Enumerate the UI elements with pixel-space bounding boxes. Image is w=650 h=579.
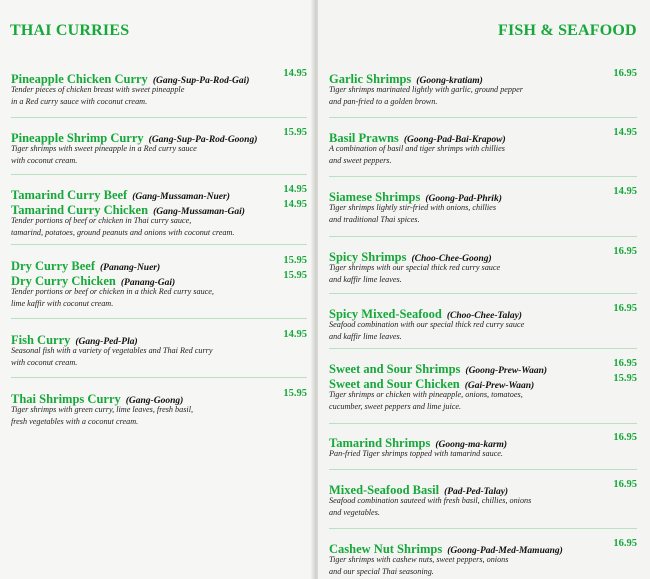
dish-thai-name: (Gang-Sup-Pa-Rod-Gai) <box>152 76 250 86</box>
menu-item <box>329 538 637 578</box>
menu-item-name-row <box>11 255 307 273</box>
dish-description <box>329 143 637 167</box>
menu-item <box>329 68 637 108</box>
dish-description-line: Seafood combination with our special thick red curry sauce <box>329 320 525 329</box>
dish-description-line: Tiger shrimps with green curry, lime leaves, fresh basil, <box>11 405 194 414</box>
item-separator <box>329 469 637 470</box>
menu-item-name-row <box>329 373 637 391</box>
dish-description <box>329 84 637 108</box>
dish-description <box>11 404 307 428</box>
item-separator <box>11 244 307 245</box>
dish-description-line: Tiger shrimps with our special thick red curry sauce <box>329 263 501 272</box>
menu-item-name-row <box>329 303 637 321</box>
dish-price: 16.95 <box>613 68 637 79</box>
dish-description-line: and traditional Thai spices. <box>329 215 420 224</box>
dish-thai-name: (Choo-Chee-Goong) <box>411 254 492 264</box>
left-menu-page <box>0 0 318 579</box>
dish-description-line: Pan-fried Tiger shrimps topped with tamarind sauce. <box>329 449 503 458</box>
menu-item-name-row <box>11 68 307 86</box>
dish-description-line: Tiger shrimps lightly stir-fried with onions, chillies <box>329 203 497 212</box>
dish-description <box>11 143 307 167</box>
dish-description-line: Seasonal fish with a variety of vegetables and Thai Red curry <box>11 346 213 355</box>
dish-description <box>329 319 637 343</box>
dish-thai-name: (Goong-Pad-Med-Mamuang) <box>447 546 563 556</box>
menu-item <box>329 246 637 286</box>
dish-thai-name: (Choo-Chee-Talay) <box>446 311 522 321</box>
dish-price: 14.95 <box>283 199 307 210</box>
dish-description-line: Tiger shrimps or chicken with pineapple, onions, tomatoes, <box>329 390 523 399</box>
menu-item-name-row <box>329 68 637 86</box>
dish-thai-name: (Panang-Nuer) <box>100 263 161 273</box>
dish-name: Tamarind Shrimps <box>329 436 431 450</box>
dish-price: 16.95 <box>613 303 637 314</box>
menu-item <box>11 127 307 167</box>
dish-thai-name: (Gang-Goong) <box>125 396 184 406</box>
dish-description-line: fresh vegetables with a coconut cream. <box>11 417 139 426</box>
dish-description-line: and sweet peppers. <box>329 156 392 165</box>
dish-name: Sweet and Sour Chicken <box>329 377 460 391</box>
dish-description-line: lime kaffir with coconut cream. <box>11 299 114 308</box>
dish-name: Mixed-Seafood Basil <box>329 483 440 497</box>
item-separator <box>329 293 637 294</box>
menu-item-name-row <box>329 479 637 497</box>
dish-name: Spicy Shrimps <box>329 250 407 264</box>
dish-name: Tamarind Curry Beef <box>11 188 128 202</box>
dish-description-line: and kaffir lime leaves. <box>329 332 402 341</box>
dish-thai-name: (Pad-Ped-Talay) <box>444 487 509 497</box>
menu-item <box>329 479 637 519</box>
dish-price: 14.95 <box>283 184 307 195</box>
dish-description-line: Tender portions of beef or chicken in Thai curry sauce, <box>11 216 192 225</box>
dish-description-line: tamarind, potatoes, ground peanuts and onions with coconut cream. <box>11 228 235 237</box>
dish-thai-name: (Goong-Pad-Bai-Krapow) <box>403 135 506 145</box>
dish-name: Cashew Nut Shrimps <box>329 542 443 556</box>
dish-description <box>11 286 307 310</box>
item-separator <box>11 117 307 118</box>
dish-thai-name: (Goong-Pad-Phrik) <box>425 194 502 204</box>
dish-name: Sweet and Sour Shrimps <box>329 362 461 376</box>
dish-price: 14.95 <box>283 329 307 340</box>
dish-description-line: in a Red curry sauce with coconut cream. <box>11 97 148 106</box>
dish-thai-name: (Goong-Prew-Waan) <box>465 366 548 376</box>
dish-description <box>11 215 307 239</box>
dish-description <box>329 202 637 226</box>
item-separator <box>329 528 637 529</box>
dish-name: Thai Shrimps Curry <box>11 392 121 406</box>
menu-item <box>11 255 307 310</box>
menu-item-name-row <box>329 358 637 376</box>
menu-item <box>329 358 637 413</box>
dish-price: 16.95 <box>613 538 637 549</box>
menu-item-name-row <box>11 329 307 347</box>
dish-description-line: A combination of basil and tiger shrimps with chillies <box>329 144 505 153</box>
item-separator <box>329 423 637 424</box>
menu-item-name-row <box>329 186 637 204</box>
dish-description-line: cucumber, sweet peppers and lime juice. <box>329 402 462 411</box>
dish-description-line: Tiger shrimps with sweet pineapple in a Red curry sauce <box>11 144 197 153</box>
menu-item-name-row <box>329 538 637 556</box>
item-separator <box>329 236 637 237</box>
dish-name: Dry Curry Beef <box>11 259 95 273</box>
menu-item-name-row <box>329 246 637 264</box>
dish-price: 16.95 <box>613 246 637 257</box>
right-menu-page <box>318 0 650 579</box>
menu-item-name-row <box>11 388 307 406</box>
item-separator <box>329 348 637 349</box>
menu-item <box>11 329 307 369</box>
dish-description-line: and kaffir lime leaves. <box>329 275 402 284</box>
dish-description-line: and vegetables. <box>329 508 380 517</box>
dish-price: 15.95 <box>283 270 307 281</box>
menu-item-name-row <box>11 270 307 288</box>
dish-name: Siamese Shrimps <box>329 190 421 204</box>
dish-thai-name: (Gang-Sup-Pa-Rod-Goong) <box>148 135 258 145</box>
menu-item-name-row <box>11 127 307 145</box>
dish-description <box>329 389 637 413</box>
dish-price: 14.95 <box>613 127 637 138</box>
item-separator <box>329 117 637 118</box>
menu-item <box>11 184 307 239</box>
menu-item-name-row <box>11 184 307 202</box>
dish-price: 15.95 <box>283 255 307 266</box>
item-separator <box>11 377 307 378</box>
dish-description <box>329 495 637 519</box>
dish-price: 16.95 <box>613 432 637 443</box>
section-heading-fish-seafood: FISH & SEAFOOD <box>498 22 637 39</box>
menu-item <box>11 388 307 428</box>
dish-description-line: and pan-fried to a golden brown. <box>329 97 438 106</box>
dish-description-line: with coconut cream. <box>11 358 78 367</box>
dish-name: Garlic Shrimps <box>329 72 412 86</box>
dish-description-line: and our special Thai seasoning. <box>329 567 434 576</box>
menu-item-name-row <box>329 432 637 450</box>
section-heading-thai-curries: THAI CURRIES <box>10 22 130 39</box>
menu-item <box>329 432 637 460</box>
menu-item <box>329 186 637 226</box>
item-separator <box>11 174 307 175</box>
menu-item-name-row <box>329 127 637 145</box>
dish-name: Basil Prawns <box>329 131 399 145</box>
menu-item <box>329 127 637 167</box>
dish-price: 15.95 <box>613 373 637 384</box>
dish-description-line: Tender portions or beef or chicken in a thick Red curry sauce, <box>11 287 214 296</box>
dish-thai-name: (Panang-Gai) <box>120 278 176 288</box>
menu-item-name-row <box>11 199 307 217</box>
dish-price: 15.95 <box>283 388 307 399</box>
dish-name: Spicy Mixed-Seafood <box>329 307 442 321</box>
dish-description-line: Tiger shrimps with cashew nuts, sweet peppers, onions <box>329 555 509 564</box>
dish-name: Pineapple Chicken Curry <box>11 72 148 86</box>
dish-thai-name: (Gang-Mussaman-Nuer) <box>132 192 230 202</box>
dish-description-line: with coconut cream. <box>11 156 78 165</box>
dish-price: 16.95 <box>613 358 637 369</box>
dish-thai-name: (Goong-kratiam) <box>416 76 483 86</box>
dish-description <box>11 345 307 369</box>
dish-name: Dry Curry Chicken <box>11 274 116 288</box>
item-separator <box>329 176 637 177</box>
item-separator <box>11 318 307 319</box>
dish-price: 14.95 <box>613 186 637 197</box>
dish-description <box>329 554 637 578</box>
dish-name: Fish Curry <box>11 333 71 347</box>
dish-price: 14.95 <box>283 68 307 79</box>
dish-description-line: Tiger shrimps marinated lightly with garlic, ground pepper <box>329 85 523 94</box>
dish-name: Pineapple Shrimp Curry <box>11 131 144 145</box>
dish-price: 15.95 <box>283 127 307 138</box>
dish-description-line: Seafood combination sauteed with fresh basil, chillies, onions <box>329 496 532 505</box>
menu-item <box>11 68 307 108</box>
dish-description <box>329 262 637 286</box>
dish-thai-name: (Gang-Ped-Pla) <box>75 337 138 347</box>
dish-description <box>11 84 307 108</box>
dish-name: Tamarind Curry Chicken <box>11 203 149 217</box>
dish-thai-name: (Gang-Mussaman-Gai) <box>153 207 245 217</box>
menu-item <box>329 303 637 343</box>
dish-thai-name: (Goong-ma-karm) <box>435 440 508 450</box>
dish-price: 16.95 <box>613 479 637 490</box>
dish-description-line: Tender pieces of chicken breast with sweet pineapple <box>11 85 185 94</box>
dish-thai-name: (Gai-Prew-Waan) <box>464 381 535 391</box>
